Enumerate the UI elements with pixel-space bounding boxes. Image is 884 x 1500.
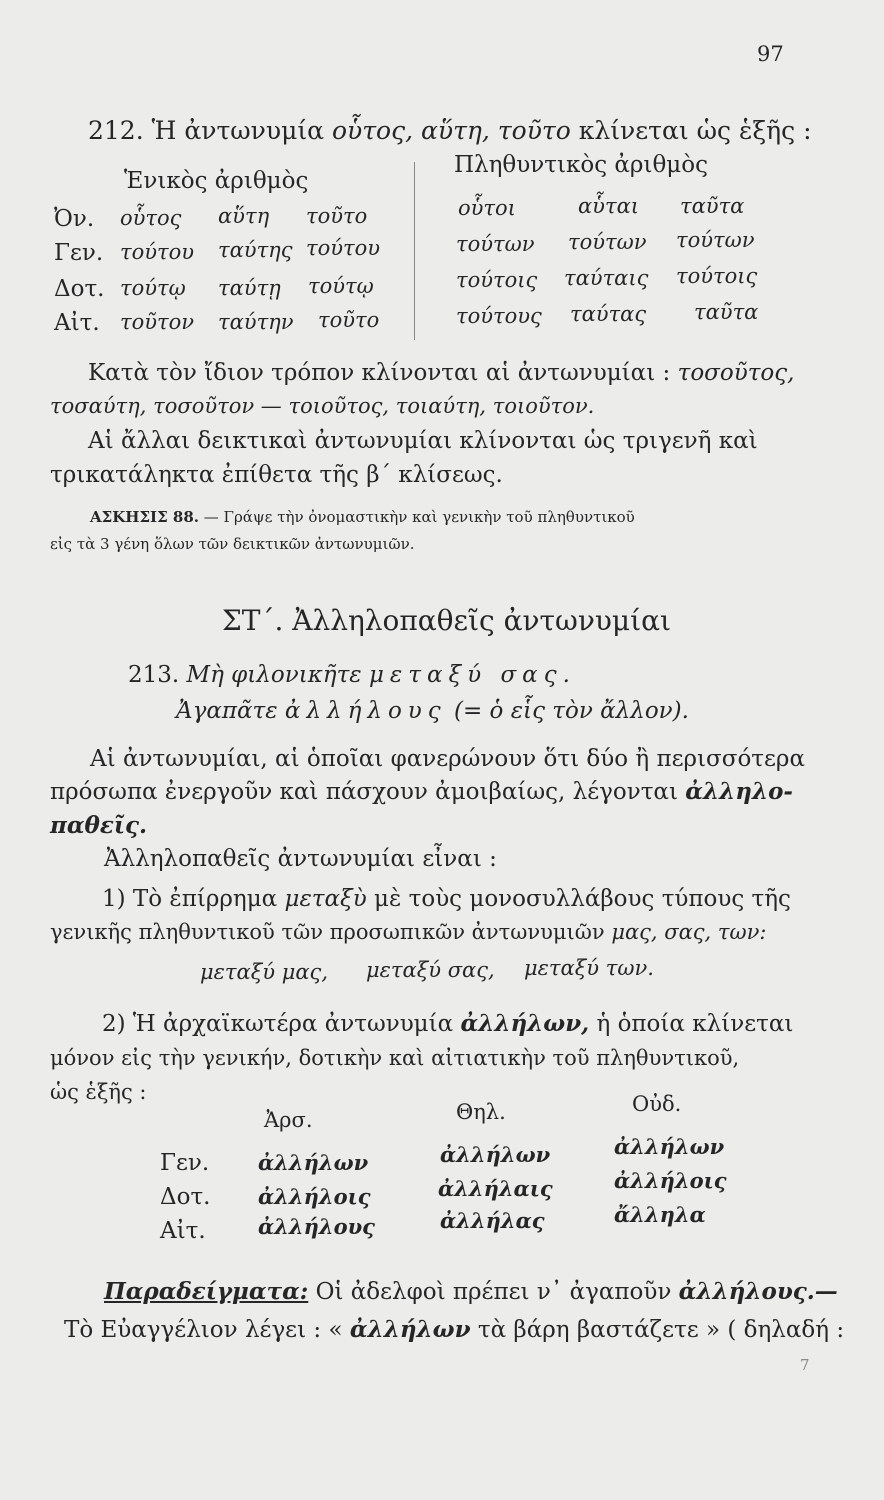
- paragraph-line: [88, 360, 794, 386]
- text: Μὴ φιλονικῆτε: [186, 662, 362, 688]
- table-cell: ἀλλήλων: [258, 1150, 369, 1175]
- text: ἡ ὁποία κλίνεται: [596, 1011, 794, 1037]
- paragraph-line: Αἱ ἄλλαι δεικτικαὶ ἀντωνυμίαι κλίνονται ὡς τριγενῆ καὶ: [88, 428, 758, 454]
- examples-line: [64, 1316, 844, 1343]
- text: 2) Ἡ ἀρχαϊκωτέρα ἀντωνυμία: [102, 1011, 454, 1037]
- paragraph-line: Ἀλληλοπαθεῖς ἀντωνυμίαι εἶναι :: [104, 846, 497, 872]
- table-cell: ἀλλήλοις: [614, 1168, 727, 1193]
- example-line: [128, 662, 576, 688]
- term: ἀλλήλων,: [460, 1010, 590, 1037]
- example-phrase: μεταξύ των.: [524, 956, 654, 980]
- table-cell: οὗτοι: [458, 196, 516, 220]
- example-phrase: μεταξύ σας,: [366, 958, 495, 982]
- table-cell: τοῦτο: [306, 204, 368, 228]
- paragraph-line: τρικατάληκτα ἐπίθετα τῆς β΄ κλίσεως.: [50, 462, 503, 488]
- item-line: ὡς ἑξῆς :: [50, 1080, 147, 1104]
- term: ἀλληλο-: [685, 778, 793, 805]
- table-cell: ἀλλήλοις: [258, 1184, 371, 1209]
- column-header: Ἀρσ.: [264, 1108, 313, 1132]
- table-cell: ταύτης: [218, 238, 293, 262]
- item-line: [102, 886, 791, 912]
- exercise-label: ΑΣΚΗΣΙΣ 88.: [90, 508, 199, 526]
- pronoun-word: αὕτη,: [421, 116, 490, 145]
- table-cell: αὕτη: [218, 204, 270, 228]
- example-phrase: μεταξύ μας,: [200, 960, 328, 984]
- case-label: Ὀν.: [54, 206, 95, 232]
- text: — Γράψε τὴν ὀνομαστικὴν καὶ γενικὴν τοῦ πληθυντικοῦ: [203, 508, 635, 526]
- text: μεταξὺ: [284, 886, 367, 912]
- section-number: 213.: [128, 662, 180, 688]
- text: Ἡ ἀντωνυμία: [151, 116, 325, 145]
- singular-header: Ἑνικὸς ἀριθμὸς: [124, 168, 309, 194]
- table-cell: ταύτην: [218, 310, 294, 334]
- examples-label: Παραδείγματα:: [104, 1278, 309, 1305]
- text: (= ὁ εἷς τὸν ἄλλον).: [454, 698, 689, 724]
- text: Ἀγαπᾶτε: [176, 698, 278, 724]
- text: Τὸ Εὐαγγέλιον λέγει : «: [64, 1317, 343, 1343]
- table-cell: ἀλλήλαις: [438, 1176, 553, 1201]
- column-header: Θηλ.: [456, 1100, 506, 1124]
- text: κλίνεται ὡς ἑξῆς :: [578, 116, 812, 145]
- pronoun-word: τοῦτο: [497, 116, 571, 145]
- exercise-line: εἰς τὰ 3 γένη ὅλων τῶν δεικτικῶν ἀντωνυμιῶν.: [50, 535, 415, 553]
- exercise-line: [90, 508, 635, 526]
- text: μας, σας, των:: [611, 920, 767, 944]
- text: Οἱ ἀδελφοὶ πρέπει ν᾿ ἀγαποῦν: [315, 1279, 672, 1305]
- column-divider: [414, 162, 415, 340]
- table-cell: ταύτας: [570, 302, 647, 326]
- case-label: Αἰτ.: [54, 310, 100, 336]
- table-cell: οὗτος: [120, 206, 182, 230]
- table-cell: ἀλλήλων: [440, 1142, 551, 1167]
- text: μεταξύ σας.: [368, 662, 576, 688]
- table-cell: τούτων: [456, 232, 535, 256]
- table-cell: ἀλλήλας: [440, 1208, 545, 1233]
- text: γενικῆς πληθυντικοῦ τῶν προσωπικῶν ἀντωνυμιῶν: [50, 920, 605, 944]
- term: παθεῖς.: [50, 812, 147, 839]
- table-cell: τοῦτον: [120, 310, 195, 334]
- case-label: Γεν.: [54, 240, 104, 266]
- table-cell: ταῦτα: [680, 194, 745, 218]
- paragraph-line: τοσαύτη, τοσοῦτον — τοιοῦτος, τοιαύτη, τοιοῦτον.: [50, 394, 595, 418]
- table-cell: ἄλληλα: [614, 1202, 706, 1227]
- table-cell: τούτοις: [456, 268, 538, 292]
- table-cell: τούτῳ: [308, 274, 374, 298]
- text: Κατὰ τὸν ἴδιον τρόπον κλίνονται αἱ ἀντωνυμίαι :: [88, 360, 671, 386]
- table-cell: ταύτῃ: [218, 276, 281, 300]
- page-number: 97: [757, 42, 784, 66]
- table-cell: αὗται: [578, 194, 639, 218]
- text: πρόσωπα ἐνεργοῦν καὶ πάσχουν ἀμοιβαίως, λέγονται: [50, 779, 678, 805]
- column-header: Οὐδ.: [632, 1092, 682, 1116]
- item-line: μόνον εἰς τὴν γενικήν, δοτικὴν καὶ αἰτιατικὴν τοῦ πληθυντικοῦ,: [50, 1046, 740, 1070]
- section-heading: ΣΤ΄. Ἀλληλοπαθεῖς ἀντωνυμίαι: [222, 604, 671, 637]
- case-label: Αἰτ.: [160, 1218, 206, 1244]
- table-cell: ταῦτα: [694, 300, 759, 324]
- section-number: 212.: [88, 116, 144, 145]
- item-line: [50, 920, 767, 944]
- table-cell: τούτων: [568, 230, 647, 254]
- case-label: Δοτ.: [160, 1184, 211, 1210]
- plural-header: Πληθυντικὸς ἀριθμὸς: [454, 152, 708, 178]
- table-cell: ἀλλήλους: [258, 1214, 375, 1239]
- paragraph-line: Αἱ ἀντωνυμίαι, αἱ ὁποῖαι φανερώνουν ὅτι δύο ἢ περισσότερα: [90, 746, 805, 772]
- case-label: Δοτ.: [54, 276, 105, 302]
- table-cell: τούτων: [676, 228, 755, 252]
- text: 1) Τὸ ἐπίρρημα: [102, 886, 278, 912]
- term: ἀλλήλων: [349, 1316, 471, 1343]
- text: ἀλλήλους: [284, 698, 447, 724]
- pronoun-word: οὗτος,: [331, 116, 414, 145]
- table-cell: τοῦτο: [318, 308, 380, 332]
- table-cell: τούτῳ: [120, 276, 186, 300]
- examples-line: [104, 1278, 838, 1305]
- pronoun-word: τοσοῦτος,: [677, 360, 795, 386]
- example-line: [176, 698, 689, 724]
- text: μὲ τοὺς μονοσυλλάβους τύπους τῆς: [374, 886, 791, 912]
- paragraph-line: [50, 778, 793, 805]
- case-label: Γεν.: [160, 1150, 210, 1176]
- section-212-line: [88, 116, 812, 145]
- signature-mark: 7: [800, 1356, 810, 1374]
- text: τὰ βάρη βαστάζετε » ( δηλαδή :: [477, 1317, 845, 1343]
- table-cell: ταύταις: [564, 266, 649, 290]
- table-cell: τούτου: [120, 240, 195, 264]
- table-cell: ἀλλήλων: [614, 1134, 725, 1159]
- term: ἀλλήλους.—: [678, 1278, 838, 1305]
- item-line: [102, 1010, 793, 1037]
- table-cell: τούτοις: [676, 264, 758, 288]
- table-cell: τούτους: [456, 304, 542, 328]
- table-cell: τούτου: [306, 236, 381, 260]
